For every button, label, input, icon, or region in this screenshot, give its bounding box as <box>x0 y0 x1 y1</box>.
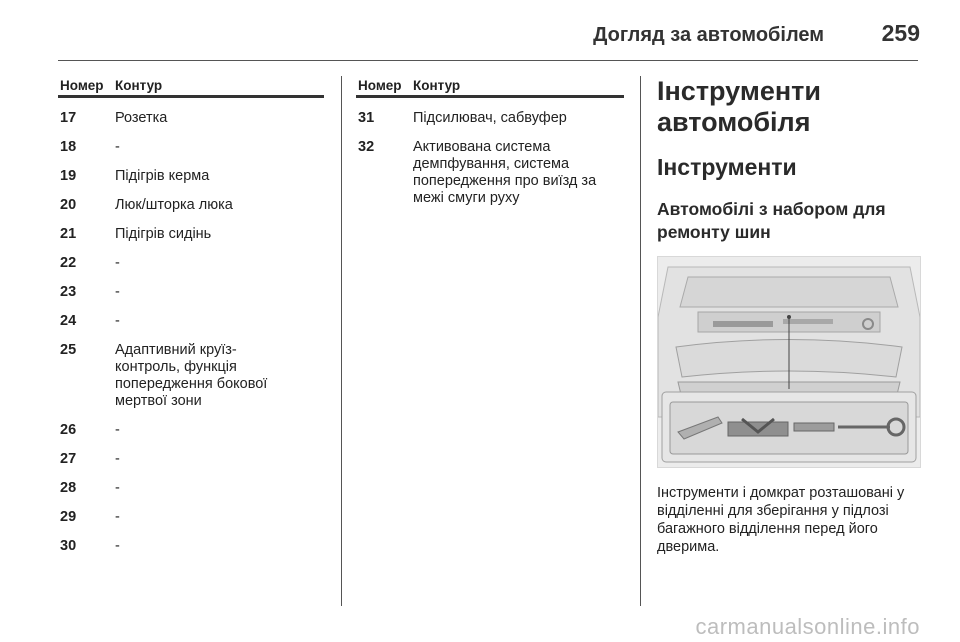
column-header-circuit: Контур <box>413 78 461 93</box>
table-row <box>356 139 624 207</box>
row-text: Підігрів керма <box>115 168 210 184</box>
row-text: - <box>115 255 120 271</box>
row-number: 30 <box>60 538 77 554</box>
fuse-table-left <box>58 78 324 555</box>
row-number: 28 <box>60 480 77 496</box>
row-text: - <box>115 284 120 300</box>
figure-caption: Інструменти і домкрат розташовані у відділенні для зберігання у підлозі багажного відділення перед його дверима. <box>657 485 905 555</box>
column-header-number: Номер <box>60 78 104 93</box>
row-text: Адаптивний круїз-контроль, функція попередження бокової мертвої зони <box>115 342 268 409</box>
row-text: Активована система демпфування, система попередження про виїзд за межі смуги руху <box>413 139 597 206</box>
column-divider <box>640 76 641 606</box>
row-number: 32 <box>358 139 375 155</box>
row-text: - <box>115 422 120 438</box>
table-row <box>58 168 324 185</box>
page-number: 259 <box>881 20 920 46</box>
row-text: Підігрів сидінь <box>115 226 212 242</box>
section-subsubheading: Автомобілі з набором для ремонту шин <box>657 199 886 242</box>
row-text: Люк/шторка люка <box>115 197 233 213</box>
row-number: 24 <box>60 313 77 329</box>
row-text: - <box>115 451 120 467</box>
row-text: - <box>115 139 120 155</box>
table-row <box>58 110 324 127</box>
header-rule <box>58 60 918 61</box>
table-row <box>58 139 324 156</box>
fuse-table-right <box>356 78 624 207</box>
row-number: 19 <box>60 168 77 184</box>
table-row <box>356 110 624 127</box>
row-number: 25 <box>60 342 77 358</box>
table-row <box>58 422 324 439</box>
page-header <box>593 20 920 50</box>
row-text: - <box>115 480 120 496</box>
row-number: 18 <box>60 139 77 155</box>
row-number: 26 <box>60 422 77 438</box>
table-row <box>58 197 324 214</box>
tools-section <box>657 76 922 556</box>
section-heading: Інструменти автомобіля <box>657 76 821 137</box>
table-header <box>58 78 324 98</box>
table-row <box>58 480 324 497</box>
row-number: 22 <box>60 255 77 271</box>
watermark: carmanualsonline.info <box>695 614 920 639</box>
trunk-tools-illustration-icon <box>658 257 920 467</box>
row-number: 17 <box>60 110 77 126</box>
section-subheading: Інструменти <box>657 154 797 180</box>
table-row <box>58 226 324 243</box>
row-text: Розетка <box>115 110 168 126</box>
table-row <box>58 451 324 468</box>
column-header-number: Номер <box>358 78 402 93</box>
row-number: 23 <box>60 284 77 300</box>
table-row <box>58 284 324 301</box>
table-header <box>356 78 624 98</box>
row-text: - <box>115 509 120 525</box>
row-text: - <box>115 538 120 554</box>
trunk-tools-figure <box>657 256 921 468</box>
column-divider <box>341 76 342 606</box>
table-row <box>58 538 324 555</box>
table-row <box>58 255 324 272</box>
page-header-title: Догляд за автомобілем <box>593 24 825 46</box>
row-text: Підсилювач, сабвуфер <box>413 110 567 126</box>
row-text: - <box>115 313 120 329</box>
row-number: 31 <box>358 110 375 126</box>
row-number: 29 <box>60 509 77 525</box>
row-number: 27 <box>60 451 77 467</box>
table-row <box>58 313 324 330</box>
row-number: 21 <box>60 226 77 242</box>
row-number: 20 <box>60 197 77 213</box>
table-row <box>58 342 324 410</box>
table-row <box>58 509 324 526</box>
column-header-circuit: Контур <box>115 78 163 93</box>
